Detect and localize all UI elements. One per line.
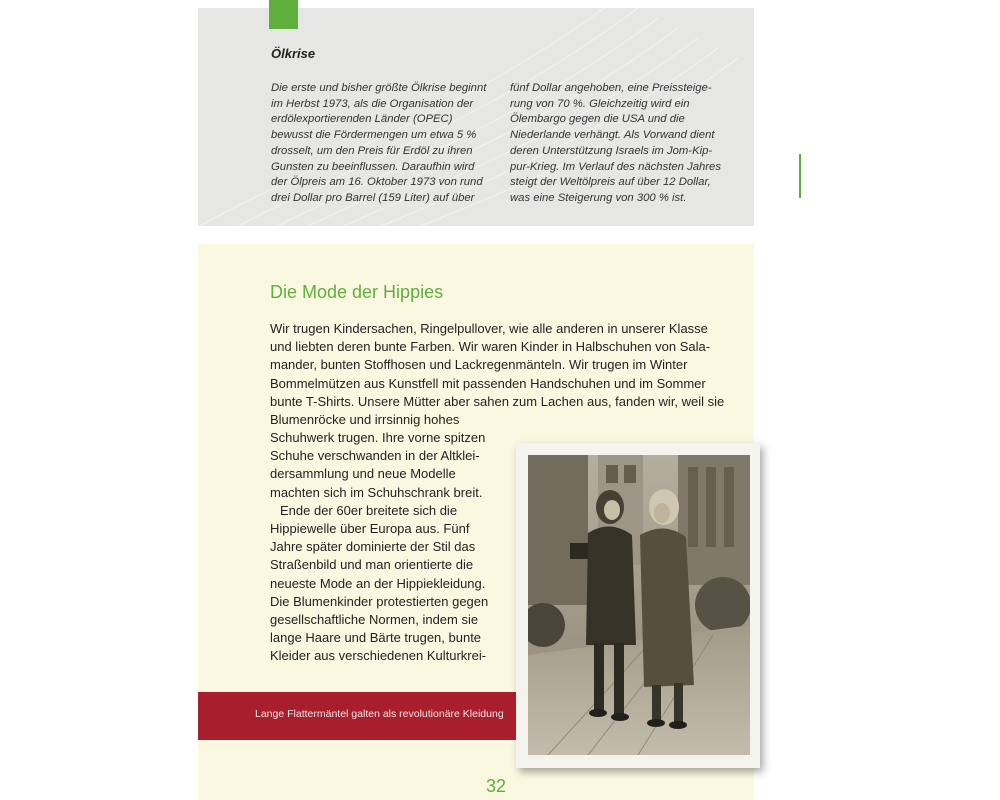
photo-caption-bar	[198, 692, 516, 740]
text-line: im Herbst 1973, als die Organisation der	[271, 97, 474, 110]
article-text-column	[270, 429, 515, 666]
text-line: Niederlande verhängt. Als Vorwand dient	[510, 129, 715, 142]
text-line: lange Haare und Bärte trugen, bunte	[270, 630, 482, 646]
text-line: der Ölpreis am 16. Oktober 1973 von rund	[271, 176, 483, 189]
text-line: Jahre später dominierte der Stil das	[270, 539, 476, 555]
text-line: Die erste und bisher größte Ölkrise beginnt	[271, 82, 487, 94]
oil-crisis-text-right	[510, 81, 740, 207]
text-line: Wir trugen Kindersachen, Ringelpullover, wie alle anderen in unserer Klasse	[270, 321, 708, 336]
text-line: bewusst die Fördermengen um etwa 5 %	[271, 129, 477, 142]
photo-caption: Lange Flattermäntel galten als revolutionäre Kleidung	[255, 708, 504, 720]
green-tab-marker	[269, 0, 298, 29]
text-line: rung von 70 %. Gleichzeitig wird ein	[510, 97, 690, 110]
photo-illustration	[528, 455, 750, 755]
text-line: erdölexportierenden Länder (OPEC)	[271, 113, 453, 126]
margin-marker	[799, 154, 801, 198]
text-line: was eine Steigerung von 300 % ist.	[510, 191, 687, 204]
text-line: deren Unterstützung Israels im Jom-Kip-	[510, 144, 713, 157]
text-line: und liebten deren bunte Farben. Wir waren Kinder in Halbschuhen von Sala-	[270, 339, 711, 355]
text-line: Gunsten zu beeinflussen. Daraufhin wird	[271, 160, 475, 173]
text-line: Straßenbild und man orientierte die	[270, 557, 474, 573]
oil-crisis-text-left	[271, 81, 501, 207]
text-line: Kleider aus verschiedenen Kulturkrei-	[270, 648, 487, 664]
text-line: gesellschaftliche Normen, indem sie	[270, 612, 479, 628]
text-line: Die Blumenkinder protestierten gegen	[270, 593, 489, 609]
text-line: bunte T-Shirts. Unsere Mütter aber sahen zum Lachen aus, fanden wir, weil sie	[270, 393, 725, 409]
text-line: Blumenröcke und irrsinnig hohes	[270, 412, 460, 428]
text-line: pur-Krieg. Im Verlauf des nächsten Jahres	[510, 160, 721, 173]
photo-frame	[516, 443, 760, 768]
text-line: neueste Mode an der Hippiekleidung.	[270, 575, 486, 591]
hippie-couple-photo	[528, 455, 750, 755]
text-line: Schuhe verschwanden in der Altklei-	[270, 448, 480, 464]
article-title: Die Mode der Hippies	[270, 282, 444, 302]
text-line: machten sich im Schuhschrank breit.	[270, 484, 483, 500]
paragraph-1	[270, 429, 515, 502]
text-line: drei Dollar pro Barrel (159 Liter) auf über	[271, 191, 475, 204]
article-text-intro	[270, 320, 728, 429]
text-line: Hippiewelle über Europa aus. Fünf	[270, 521, 470, 537]
text-line: dersammlung und neue Modelle	[270, 466, 456, 482]
page-number: 32	[486, 776, 507, 796]
text-line: Bommelmützen aus Kunstfell mit passenden Handschuhen und im Sommer	[270, 375, 706, 391]
paragraph-2	[270, 502, 515, 666]
text-line: fünf Dollar angehoben, eine Preissteige-	[510, 82, 712, 94]
text-line: drosselt, um den Preis für Erdöl zu ihren	[271, 144, 473, 157]
text-line: Ende der 60er breitete sich die	[280, 502, 458, 518]
text-line: Ölembargo gegen die USA und die	[510, 113, 685, 126]
text-line: Schuhwerk trugen. Ihre vorne spitzen	[270, 430, 486, 445]
text-line: mander, bunten Stoffhosen und Lackregenmänteln. Wir trugen im Winter	[270, 357, 688, 373]
text-line: steigt der Weltölpreis auf über 12 Dollar,	[510, 176, 711, 189]
oil-crisis-title: Ölkrise	[271, 46, 316, 61]
